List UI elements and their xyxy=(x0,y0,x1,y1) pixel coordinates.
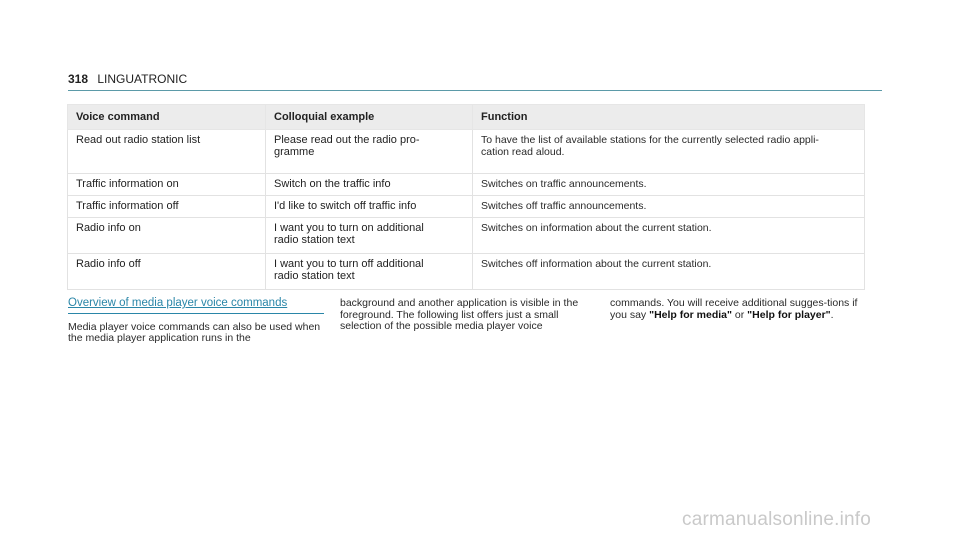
section-name: LINGUATRONIC xyxy=(97,72,188,86)
cell-function: Switches off information about the current station. xyxy=(473,254,865,290)
cell-command: Radio info on xyxy=(68,218,266,254)
paragraph-text: or xyxy=(732,308,748,321)
cell-example: Switch on the traffic info xyxy=(266,174,473,196)
page-header xyxy=(68,72,187,86)
table-row xyxy=(68,218,865,254)
cell-function: To have the list of available stations for the currently selected radio appli- cation read aloud. xyxy=(473,130,865,174)
cell-function: Switches off traffic announcements. xyxy=(473,196,865,218)
table-row xyxy=(68,196,865,218)
paragraph-text: . xyxy=(830,308,834,321)
cell-function: Switches on traffic announcements. xyxy=(473,174,865,196)
header-voice-command: Voice command xyxy=(68,105,266,130)
section-title: Overview of media player voice commands xyxy=(68,298,324,314)
paragraph-part-1: Media player voice commands can also be used when the media player application runs in the xyxy=(68,320,321,344)
text-column-2 xyxy=(340,298,596,333)
text-column-1 xyxy=(68,298,324,345)
cell-example: Please read out the radio pro- gramme xyxy=(266,130,473,174)
cell-example: I'd like to switch off traffic info xyxy=(266,196,473,218)
table-row xyxy=(68,130,865,174)
cell-command: Traffic information off xyxy=(68,196,266,218)
cell-command: Radio info off xyxy=(68,254,266,290)
cell-example: I want you to turn on additional radio station text xyxy=(266,218,473,254)
header-colloquial-example: Colloquial example xyxy=(266,105,473,130)
watermark: carmanualsonline.info xyxy=(682,509,872,530)
table-row xyxy=(68,174,865,196)
page-number: 318 xyxy=(68,72,89,86)
cell-function: Switches on information about the current station. xyxy=(473,218,865,254)
paragraph-part-3 xyxy=(610,298,866,321)
paragraph-text: commands. You will receive additional sugges-tions if you say xyxy=(610,297,858,321)
header-rule xyxy=(68,90,882,91)
text-column-3 xyxy=(610,298,866,321)
cell-command: Traffic information on xyxy=(68,174,266,196)
voice-command-table xyxy=(67,104,865,290)
table-header-row xyxy=(68,105,865,130)
cell-command: Read out radio station list xyxy=(68,130,266,174)
voice-prompt-help-media: "Help for media" xyxy=(649,308,732,321)
header-function: Function xyxy=(473,105,865,130)
voice-prompt-help-player: "Help for player" xyxy=(747,308,831,321)
table-row xyxy=(68,254,865,290)
cell-example: I want you to turn off additional radio station text xyxy=(266,254,473,290)
paragraph-part-2: background and another application is visible in the foreground. The following list offers just a small selection of the possible media player voice xyxy=(340,297,579,332)
